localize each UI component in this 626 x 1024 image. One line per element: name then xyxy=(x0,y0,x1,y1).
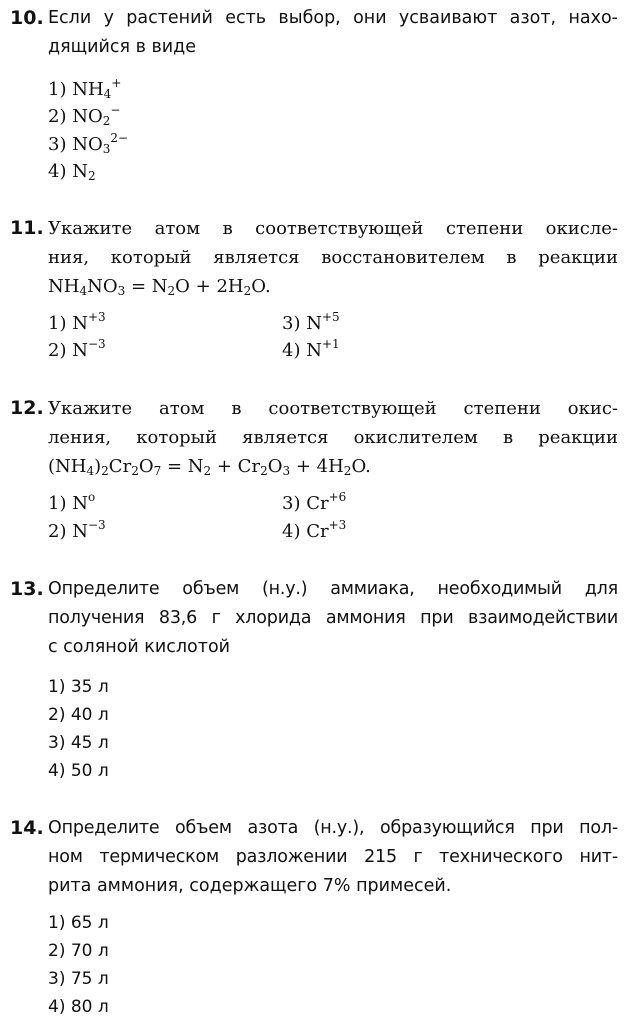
oxidation-state: +3 xyxy=(328,518,347,532)
question-text xyxy=(48,214,618,301)
equation-part: + Cr xyxy=(211,456,261,477)
formula-charge: − xyxy=(110,103,121,117)
option-label: 2) xyxy=(48,340,67,361)
equation-part: O. xyxy=(351,456,371,477)
equation-subscript: 3 xyxy=(117,284,126,298)
equation-part: O. xyxy=(251,276,271,297)
equation-subscript: 2 xyxy=(167,284,176,298)
formula-charge: 2− xyxy=(110,131,129,145)
answer-option xyxy=(282,310,340,338)
question-text-line: Определите объем (н.у.) аммиака, необходимый для xyxy=(48,579,618,599)
question-text xyxy=(48,814,618,901)
option-label: 1) xyxy=(48,493,67,514)
formula-base: Cr xyxy=(306,493,329,514)
equation-part: + 4H xyxy=(290,456,344,477)
formula-base: N xyxy=(306,313,322,334)
question-text xyxy=(48,575,618,662)
question-number: 11. xyxy=(10,217,44,239)
equation-subscript: 2 xyxy=(243,284,252,298)
formula-base: N xyxy=(72,313,88,334)
answer-option: 3) 75 л xyxy=(48,969,109,989)
question-text-line: ном термическом разложении 215 г технического нит- xyxy=(48,847,618,867)
formula-subscript: 3 xyxy=(102,142,111,156)
equation-part: O xyxy=(138,456,154,477)
equation-subscript: 3 xyxy=(282,464,291,478)
equation-part: O + 2H xyxy=(175,276,244,297)
formula-base: N xyxy=(72,340,88,361)
option-label: 1) xyxy=(48,79,67,100)
answer-option: 3) 45 л xyxy=(48,733,109,753)
option-label: 4) xyxy=(282,340,301,361)
equation-part: NO xyxy=(87,276,118,297)
answer-option xyxy=(48,76,121,104)
reaction-equation xyxy=(48,452,618,481)
answer-option: 4) 50 л xyxy=(48,761,109,781)
formula-base: N xyxy=(72,493,88,514)
option-label: 4) xyxy=(282,521,301,542)
answer-option xyxy=(282,490,346,518)
answer-option xyxy=(48,158,96,186)
formula-subscript: 4 xyxy=(103,87,112,101)
formula-charge: + xyxy=(111,76,122,90)
answer-option: 2) 40 л xyxy=(48,705,109,725)
equation-part: NH xyxy=(48,276,80,297)
equation-part: = N xyxy=(125,276,168,297)
question-text-line: дящийся в виде xyxy=(48,37,196,57)
question-text-line: Укажите атом в соответствующей степени окисле- xyxy=(48,218,618,239)
oxidation-state: −3 xyxy=(87,518,106,532)
answer-option xyxy=(48,518,106,546)
answer-option: 1) 35 л xyxy=(48,677,109,697)
equation-part: Cr xyxy=(108,456,132,477)
formula-base: NH xyxy=(72,79,104,100)
answer-option xyxy=(48,490,95,518)
answer-option xyxy=(282,337,340,365)
formula-base: NO xyxy=(72,106,103,127)
question-text-line: ния, который является восстановителем в реакции xyxy=(48,247,618,268)
equation-subscript: 4 xyxy=(86,464,95,478)
oxidation-state: o xyxy=(87,490,96,504)
option-label: 2) xyxy=(48,521,67,542)
equation-subscript: 2 xyxy=(101,464,109,478)
formula-base: NO xyxy=(72,134,103,155)
formula-subscript: 2 xyxy=(102,114,111,128)
answer-option: 4) 80 л xyxy=(48,997,109,1017)
formula-base: N xyxy=(72,521,88,542)
equation-part: (NH xyxy=(48,456,87,477)
question-text-line: рита аммония, содержащего 7% примесей. xyxy=(48,876,452,896)
answer-option xyxy=(282,518,346,546)
question-text-line: ления, который является окислителем в реакции xyxy=(48,427,618,448)
question-text-line: Если у растений есть выбор, они усваивают азот, нахо- xyxy=(48,8,618,28)
question-text-line: Определите объем азота (н.у.), образующийся при пол- xyxy=(48,818,618,838)
reaction-equation xyxy=(48,272,618,301)
question-text xyxy=(48,394,618,481)
option-label: 3) xyxy=(282,313,301,334)
equation-subscript: 2 xyxy=(260,464,268,478)
question-text-line: получения 83,6 г хлорида аммония при взаимодействии xyxy=(48,608,618,628)
question-text-line: с соляной кислотой xyxy=(48,637,231,657)
equation-part: = N xyxy=(161,456,204,477)
question-text-line: Укажите атом в соответствующей степени окис- xyxy=(48,398,618,419)
formula-base: Cr xyxy=(306,521,329,542)
option-label: 3) xyxy=(48,134,67,155)
question-number: 13. xyxy=(10,578,44,600)
option-label: 4) xyxy=(48,161,67,182)
answer-option xyxy=(48,310,106,338)
oxidation-state: +5 xyxy=(321,310,340,324)
equation-subscript: 4 xyxy=(79,284,88,298)
formula-base: N xyxy=(72,161,88,182)
question-number: 10. xyxy=(10,7,44,29)
option-label: 2) xyxy=(48,106,67,127)
answer-option xyxy=(48,103,120,131)
option-label: 3) xyxy=(282,493,301,514)
answer-option xyxy=(48,337,106,365)
equation-part: O xyxy=(267,456,283,477)
oxidation-state: +3 xyxy=(87,310,106,324)
oxidation-state: +6 xyxy=(328,490,347,504)
question-number: 14. xyxy=(10,817,44,839)
equation-part: ) xyxy=(94,456,102,477)
equation-subscript: 2 xyxy=(203,464,212,478)
formula-subscript: 2 xyxy=(87,169,96,183)
option-label: 1) xyxy=(48,313,67,334)
formula-base: N xyxy=(306,340,322,361)
question-number: 12. xyxy=(10,397,44,419)
equation-subscript: 2 xyxy=(343,464,352,478)
oxidation-state: −3 xyxy=(87,337,106,351)
question-text xyxy=(48,4,618,62)
equation-subscript: 2 xyxy=(131,464,139,478)
oxidation-state: +1 xyxy=(321,337,340,351)
equation-subscript: 7 xyxy=(153,464,162,478)
answer-option xyxy=(48,131,128,159)
answer-option: 2) 70 л xyxy=(48,941,109,961)
answer-option: 1) 65 л xyxy=(48,913,109,933)
